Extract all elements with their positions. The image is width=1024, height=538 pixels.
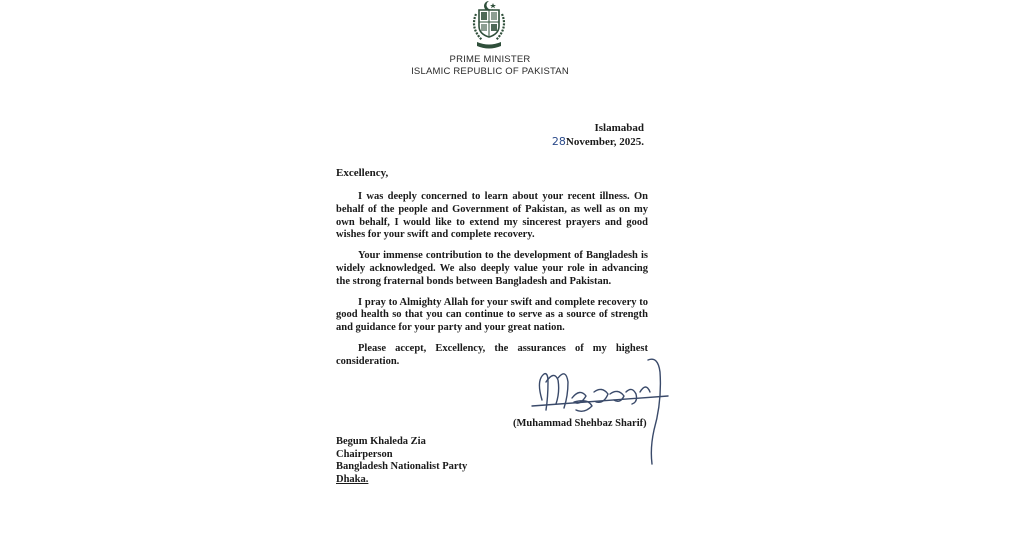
salutation: Excellency, xyxy=(336,167,389,179)
paragraph-1: I was deeply concerned to learn about your recent illness. On behalf of the people and Government of Pakistan, as well as on my own behalf, I would like to extend my sincerest prayers and good wishes for your swift and complete recovery. xyxy=(336,191,648,241)
date-month-year: November, 2025. xyxy=(565,136,644,148)
office-title: PRIME MINISTER xyxy=(449,54,531,65)
country-title: ISLAMIC REPUBLIC OF PAKISTAN xyxy=(411,66,569,77)
addressee-city: Dhaka. xyxy=(336,473,369,485)
letter-body xyxy=(336,191,648,377)
addressee-organization: Bangladesh Nationalist Party xyxy=(336,461,468,472)
pakistan-state-emblem-icon xyxy=(468,0,510,50)
handwritten-signature-icon xyxy=(528,352,673,470)
letter-date xyxy=(552,135,644,148)
paragraph-2: Your immense contribution to the development of Bangladesh is widely acknowledged. We also deeply value your role in advancing the strong fraternal bonds between Bangladesh and Pakistan. xyxy=(336,250,648,287)
date-day-handwritten: 28 xyxy=(551,135,566,148)
signatory-name: (Muhammad Shehbaz Sharif) xyxy=(513,418,647,429)
addressee-name: Begum Khaleda Zia xyxy=(336,436,426,447)
letter-place: Islamabad xyxy=(594,122,644,134)
paragraph-4: Please accept, Excellency, the assurances of my highest consideration. xyxy=(336,342,648,367)
addressee-title: Chairperson xyxy=(336,448,393,460)
paragraph-3: I pray to Almighty Allah for your swift and complete recovery to good health so that you can continue to serve as a source of strength and guidance for your party and your great nation. xyxy=(336,296,648,334)
addressee-block xyxy=(336,436,467,486)
